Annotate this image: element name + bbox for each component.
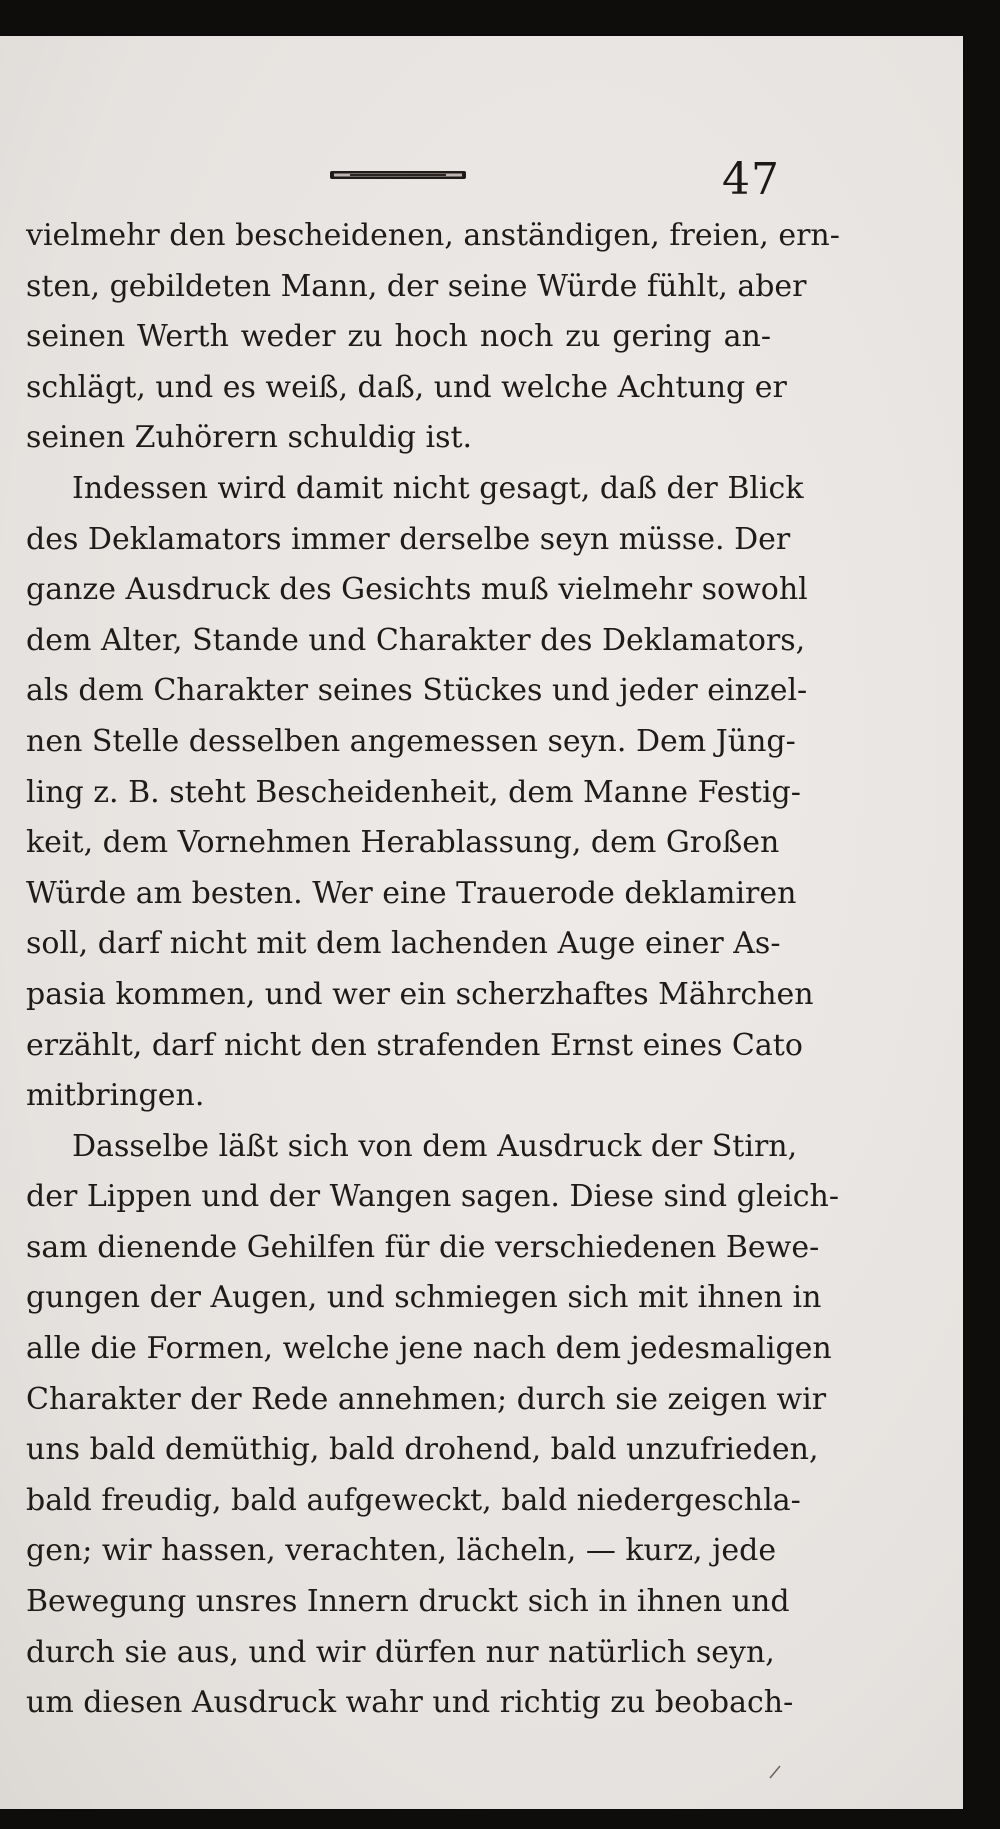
- text-line: der Lippen und der Wangen sagen. Diese sind gleich-: [26, 1179, 840, 1215]
- text-line: durch sie aus, und wir dürfen nur natürlich seyn,: [26, 1634, 775, 1670]
- text-line: keit, dem Vornehmen Herablassung, dem Großen: [26, 825, 780, 861]
- text-line: pasia kommen, und wer ein scherzhaftes Mährchen: [26, 976, 814, 1012]
- text-line: erzählt, darf nicht den strafenden Ernst eines Cato: [26, 1027, 803, 1063]
- text-line: seinen Werth weder zu hoch noch zu gering an-: [26, 319, 771, 355]
- text-line: Würde am besten. Wer eine Trauerode deklamiren: [26, 875, 797, 911]
- text-line: soll, darf nicht mit dem lachenden Auge einer As-: [26, 926, 781, 962]
- text-line: als dem Charakter seines Stückes und jeder einzel-: [26, 673, 808, 709]
- text-line: Indessen wird damit nicht gesagt, daß der Blick: [72, 470, 804, 506]
- text-line: gen; wir hassen, verachten, lächeln, — kurz, jede: [26, 1533, 777, 1569]
- text-line: Dasselbe läßt sich von dem Ausdruck der Stirn,: [72, 1128, 798, 1164]
- horizontal-rule-ornament-icon: [330, 168, 466, 182]
- text-line: mitbringen.: [26, 1078, 205, 1114]
- text-line: bald freudig, bald aufgeweckt, bald niedergeschla-: [26, 1482, 801, 1518]
- text-line: gungen der Augen, und schmiegen sich mit ihnen in: [26, 1280, 822, 1316]
- text-line: ganze Ausdruck des Gesichts muß vielmehr sowohl: [26, 572, 808, 608]
- text-line: dem Alter, Stande und Charakter des Deklamators,: [26, 622, 806, 658]
- text-line: nen Stelle desselben angemessen seyn. Dem Jüng-: [26, 723, 796, 759]
- text-line: um diesen Ausdruck wahr und richtig zu beobach-: [26, 1685, 794, 1721]
- text-line: Bewegung unsres Innern druckt sich in ihnen und: [26, 1584, 790, 1620]
- text-line: des Deklamators immer derselbe seyn müsse. Der: [26, 521, 791, 557]
- text-line: ling z. B. steht Bescheidenheit, dem Manne Festig-: [26, 774, 801, 810]
- pencil-mark-icon: [768, 1764, 782, 1780]
- text-line: seinen Zuhörern schuldig ist.: [26, 420, 473, 456]
- text-line: Charakter der Rede annehmen; durch sie zeigen wir: [26, 1381, 827, 1417]
- body-text: [26, 211, 840, 1729]
- text-line: vielmehr den bescheidenen, anständigen, freien, ern-: [26, 218, 840, 253]
- book-page: [0, 36, 963, 1809]
- page-number: 47: [722, 154, 780, 205]
- text-line: schlägt, und es weiß, daß, und welche Achtung er: [26, 369, 787, 405]
- text-line: uns bald demüthig, bald drohend, bald unzufrieden,: [26, 1432, 819, 1468]
- text-line: alle die Formen, welche jene nach dem jedesmaligen: [26, 1331, 832, 1367]
- text-line: sten, gebildeten Mann, der seine Würde fühlt, aber: [26, 268, 807, 304]
- text-line: sam dienende Gehilfen für die verschiedenen Bewe-: [26, 1229, 820, 1265]
